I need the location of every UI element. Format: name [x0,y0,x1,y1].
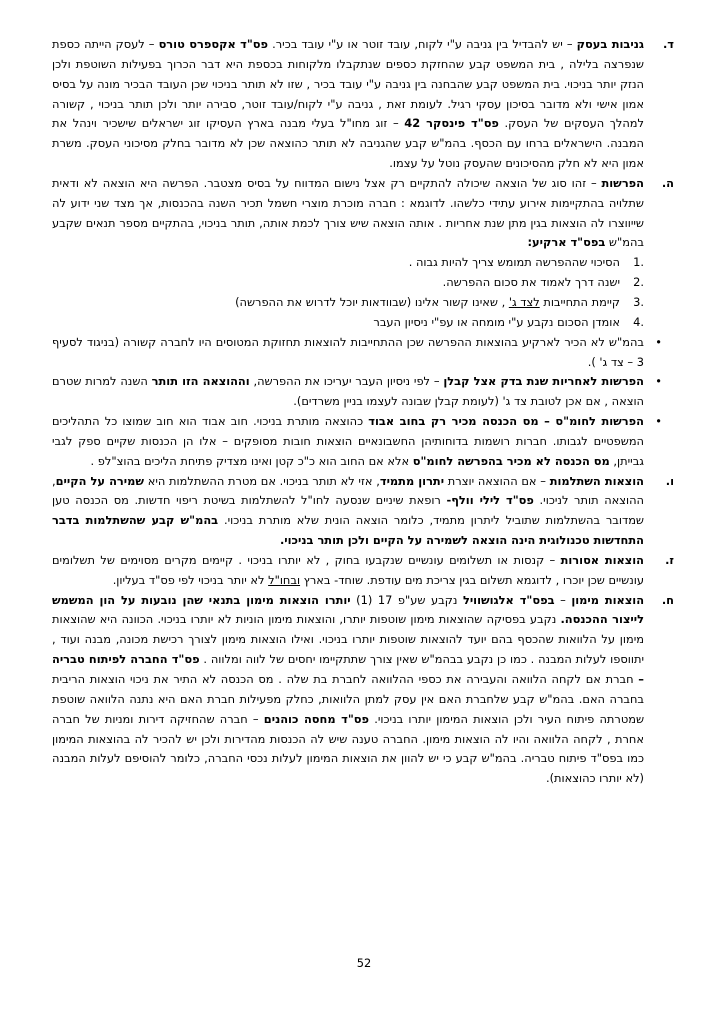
body-text: – [554,592,572,607]
list-item [52,293,644,313]
term-heading: גניבות בעסק [576,37,644,51]
section-training-text [52,472,644,551]
bold-phrase: מס הכנסה לא מכיר בהפרשה לחומ"ס [412,453,610,468]
body-text: אלא אם החוב הוא כ"כ קטן ואינו מצדיק פתיחת הליכים בהוצ"לפ . [90,453,413,468]
list-number: .1 [633,255,644,270]
document-page [52,35,674,1015]
bold-phrase: יותרו הוצאות מימון בתנאי שהן נובעות על הון המשמש לייצור ההכנסה. [52,592,644,627]
case-name: בפס"ד אלגושוויל [462,592,555,607]
list-text: אומדן הסכום נקבע ע"י מומחה או עפ"י ניסיון העבר [373,314,620,329]
body-text: – חברה שהחזיקה דירות ומניות של חברה אחרת , לקחה הלוואה והיו לה הוצאות מימון. החברה טענה שיש לה הכנסות מהדירות ולכן יש להכיר לה בהוצאות המימון כמו בפס"ד פיתוח טבריה. בהמ"ש קבע כי יש להוון את הוצאות המימון לעלות נכסי החברה, כלומר להוסיפם לעלות המבנה (לא יותרו כהוצאות). [52,711,644,786]
section-marker: ו. [665,473,674,488]
bullet-text [52,372,644,412]
body-text: השנה למרות שטרם הוצאה , אם אכן לטובת צד ג' (לעומת קבלן שבונה לעצמו בניין משרדים). [52,374,644,409]
list-item [52,313,644,333]
list-item [52,253,644,273]
bullet-text [52,412,644,472]
bullet-icon: • [655,374,662,389]
body-text: – לעסק הייתה כספת שנפרצה בלילה , בית המשפט קבע שהחזקת כספים שנתקבלו מלקוחות בכספת היא דבר הכרוך בפעילות השוטפת ולכן הנזק יותר בניכוי. בית המשפט קבע שהבחנה בין גניבה ע"י עובד בכיר , שזו לא תותר בניכוי שכן העובד הבכיר מונה על בסיס אמון אישי ולא מדובר בסיכון עסקי רגיל. לעומת זאת , גניבה ע"י לקוח/עובד זוטר, סבירה יותר ולכן תותר בניכוי , קשורה למהלך העסקים של העסק. [52,37,645,131]
list-text: הסיכוי שההפרשה תמומש צריך להיות גבוה . [408,255,620,270]
bold-phrase: הפרשות לחומ"ס – מס הכנסה מכיר רק בחוב אבוד [368,414,644,429]
body-text: נקבע שע"פ 17 (1) [350,592,463,607]
list-number: .2 [633,275,644,290]
bold-phrase: הפרשות לאחריות שנת בדק אצל קבלן [443,374,644,389]
term-heading: הוצאות השתלמות [549,473,644,488]
bullet-item [52,333,674,373]
list-text: קיימת התחייבות [539,294,620,309]
bullet-icon: • [655,334,662,349]
body-text: – לפי ניסיון העבר יעריכו את ההפרשה, [249,374,444,389]
body-text: – יש להבדיל בין גניבה ע"י לקוח, עובד זוטר או ע"י עובד בכיר. [268,37,577,51]
case-name: פס"ד החברה לפיתוח טבריה – [52,652,644,686]
section-theft [52,35,674,174]
body-text: כהוצאה מותרת בניכוי. חוב אבוד הוא חוב שמוצו כל התהליכים המשפטיים לגבותו. חברות רושמות בדוחותיהן החשבונאיים הוצאות חובות מסופקים – אלו הן הכנסות שקיים ספק לגבי גבייתן, [52,414,644,468]
body-text: נקבע בפסיקה שהוצאות מימון שוטפות יותרו, והוצאות מימון הוניות לא יותרו בניכוי. הכוונה היא שהוצאות מימון על הלוואות שהכסף בהם יועד להוצאות שוטפות יותרו בניכוי. ואילו הוצאות מימון לצורך רכישת מכונה, מבנה ועוד , יתווספו לעלות המבנה . כמו כן נקבע בבהמ"ש שאין צורך שתתקיימו יחסים של לווה ומלווה . [52,612,644,667]
section-training [52,472,674,551]
body-text: – זוג מחו"ל בעלי מבנה בארץ העסיקו זוג ישראלים שישכיר וינהל את המבנה. הישראלים ברחו עם הכסף. בהמ"ש קבע שהגניבה לא תותר כהוצאה שכן לא מדובר בחלק מסיכוני העסק. משרת אמון היא לא חלק מהסיכונים שהעסק נוטל על עצמו. [52,116,644,171]
term-heading: הפרשות [601,175,644,190]
term-heading: הוצאות אסורות [560,552,644,567]
section-financing [52,591,674,789]
case-name: פס"ד לילי וולף- [446,493,534,508]
conditions-list [52,253,674,332]
underlined-text: ובחו"ל [268,572,301,587]
term-heading: הוצאות מימון [571,592,645,607]
bullet-text: בהמ"ש לא הכיר לארקיע בהוצאות ההפרשה שכן ההתחייבות להוצאות תחזוקת המטוסים היו לחברה קשורה (בניגוד לסעיף 3 – צד ג' ). [52,334,644,369]
bold-phrase: שמירה על הקיים [55,473,145,488]
list-text: ישנה דרך לאמוד את סכום ההפרשה. [442,275,620,290]
body-text: לא יותר בניכוי לפי פס"ד בעליון. [112,572,269,587]
case-name: פס"ד מחסה כוהנים [263,711,370,726]
list-text: , שאינו קשור אלינו (שבוודאות יוכל לדרוש את ההפרשה) [235,294,509,309]
bold-phrase: וההוצאה הזו תותר [151,374,250,389]
section-forbidden-text [52,551,644,591]
section-marker: ד. [662,37,674,51]
list-item [52,273,644,293]
case-name: פס"ד פינסקר 42 [404,116,499,131]
section-forbidden [52,551,674,591]
body-text: – אם ההוצאה יוצרת [444,473,550,488]
case-name: פס"ד אקספרס טורס [158,37,269,51]
bullet-item [52,412,674,472]
section-financing-text [52,591,644,789]
section-marker: ה. [661,175,674,190]
section-marker: ח. [661,592,674,607]
bold-phrase: יתרון מתמיד [379,473,445,488]
bullet-icon: • [655,414,662,429]
body-text: , ההוצאה תותר לניכוי. [52,473,644,508]
section-provisions-text [52,174,644,253]
page-number: 52 [356,956,372,970]
bullet-item [52,372,674,412]
list-number: .3 [633,294,644,309]
section-provisions [52,174,674,253]
body-text: חברת אם לקחה הלוואה והעבירה את כספי ההלוואה לחברת בת שלה . מס הכנסה לא התיר את ניכוי הוצאות הריבית בחברה האם. בהמ"ש קבע שלחברת האם אין עסק למתן הלוואות, כחלק מפעילות חברת האם היא נתנה הלוואה שוטפת שמטרתה פיתוח העיר ולכן הוצאות המימון יותרו בניכוי. [52,672,645,726]
body-text: – זהו סוג של הוצאה שיכולה להתקיים רק אצל נישום המדווח על בסיס מצטבר. הפרשה היא הוצאה לא ודאית שתלויה בהתקיימות אירוע עתידי כלשהו. לדוגמא : חברה מוכרת מוצרי חשמל תכיר השנה בהכנסות, אך מצד שני ידוע לה שייווצרו לה הוצאות בגין מתן שנת אחריות . אותה הוצאה שיש צורך לכמת אותה, תותר בניכוי, בהתקיים מספר תנאים שקבע בהמ"ש [52,175,644,250]
list-number: .4 [633,314,644,329]
body-text: – קנסות או תשלומים עונשיים שנקבעו בחוק , לא יותרו בניכוי . קיימים מקרים מסוימים של תשלומים עונשיים שכן יוכרו , לדוגמא תשלום בגין צריכת מים עודפת. שוחד- בארץ [52,552,644,587]
section-theft-text [52,35,644,174]
body-text: רופאת שיניים שנסעה לחו"ל להשתלמות בשיטת ריפוי חדשות. מס הכנסה טען שמדובר בהשתלמות שתוביל ליתרון מתמיד, כלומר הוצאה הונית שלא מותרת בניכוי. [52,493,645,528]
body-text: , אזי לא תותר בניכוי. אם מטרת ההשתלמות היא [144,473,380,488]
list-text-underlined: לצד ג' [508,294,540,309]
bold-phrase: בהמ"ש קבע שהשתלמות בדבר התחדשות טכנולוגית הינה הוצאה לשמירה על הקיים ולכן תותר בניכוי. [52,513,644,548]
section-marker: ז. [665,552,674,567]
case-name: בפס"ד ארקיע: [527,235,606,250]
